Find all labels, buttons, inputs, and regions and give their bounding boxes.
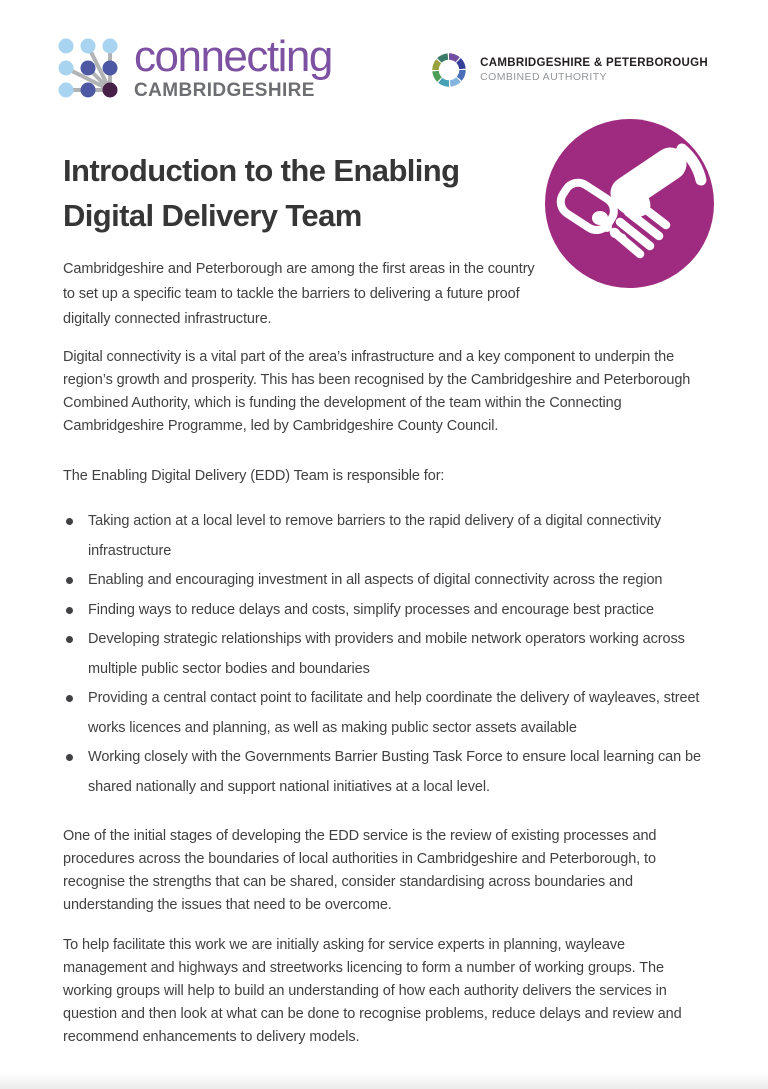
list-item: Developing strategic relationships with providers and mobile network operators working across multiple public sector bodies and boundaries — [63, 625, 708, 684]
paragraph-intro: Cambridgeshire and Peterborough are among the first areas in the country to set up a specific team to tackle the barriers to delivering a future proof digitally connected infrastructure. — [63, 261, 535, 327]
responsibilities-list — [63, 507, 708, 802]
masthead — [0, 0, 768, 102]
authority-text — [480, 56, 708, 84]
paragraph-funding: Digital connectivity is a vital part of the area’s infrastructure and a key component to underpin the region’s growth and prosperity. This has been recognised by the Cambridgeshire and Peterborough Combined Authority, which is funding the development of the team within the Connecting Cambridgeshire Programme, led by Cambridgeshire County Council. — [63, 349, 691, 434]
connecting-cambridgeshire-logo — [57, 32, 332, 102]
page-title-line2: Digital Delivery Team — [63, 198, 362, 233]
list-item: Providing a central contact point to facilitate and help coordinate the delivery of wayleaves, street works licences and planning, as well as making public sector assets available — [63, 684, 708, 743]
brand-text — [134, 32, 332, 102]
list-lead: The Enabling Digital Delivery (EDD) Team is responsible for: — [63, 468, 445, 484]
authority-name: CAMBRIDGESHIRE & PETERBOROUGH — [480, 57, 708, 69]
network-dots-icon — [57, 37, 121, 101]
page-title-line1: Introduction to the Enabling — [63, 153, 460, 188]
list-item: Finding ways to reduce delays and costs, simplify processes and encourage best practice — [63, 596, 708, 626]
handshake-badge — [543, 117, 716, 290]
paragraph-facilitate: To help facilitate this work we are initially asking for service experts in planning, wayleave management and highways and streetworks licencing to form a number of working groups. The working groups will help to build an understanding of how each authority delivers the services in question and then look at what can be done to recognise problems, reduce delays and review and recommend enhancements to delivery models. — [63, 937, 682, 1045]
list-item: Enabling and encouraging investment in all aspects of digital connectivity across the region — [63, 566, 708, 596]
list-item: Working closely with the Governments Barrier Busting Task Force to ensure local learning can be shared nationally and support national initiatives at a local level. — [63, 743, 708, 802]
list-item: Taking action at a local level to remove barriers to the rapid delivery of a digital connectivity infrastructure — [63, 507, 708, 566]
page-bottom-shadow — [0, 1073, 768, 1089]
authority-swirl-icon — [428, 49, 470, 91]
combined-authority-logo — [428, 49, 708, 91]
handshake-icon — [543, 117, 716, 290]
authority-subtitle: COMBINED AUTHORITY — [480, 71, 607, 83]
page-title — [63, 148, 563, 238]
brand-wordmark: connecting — [134, 32, 332, 81]
paragraph-review: One of the initial stages of developing the EDD service is the review of existing processes and procedures across the boundaries of local authorities in Cambridgeshire and Peterborough, to recognise the strengths that can be shared, consider standardising across boundaries and understanding the issues that need to be overcome. — [63, 828, 657, 913]
brand-region: CAMBRIDGESHIRE — [134, 80, 315, 101]
